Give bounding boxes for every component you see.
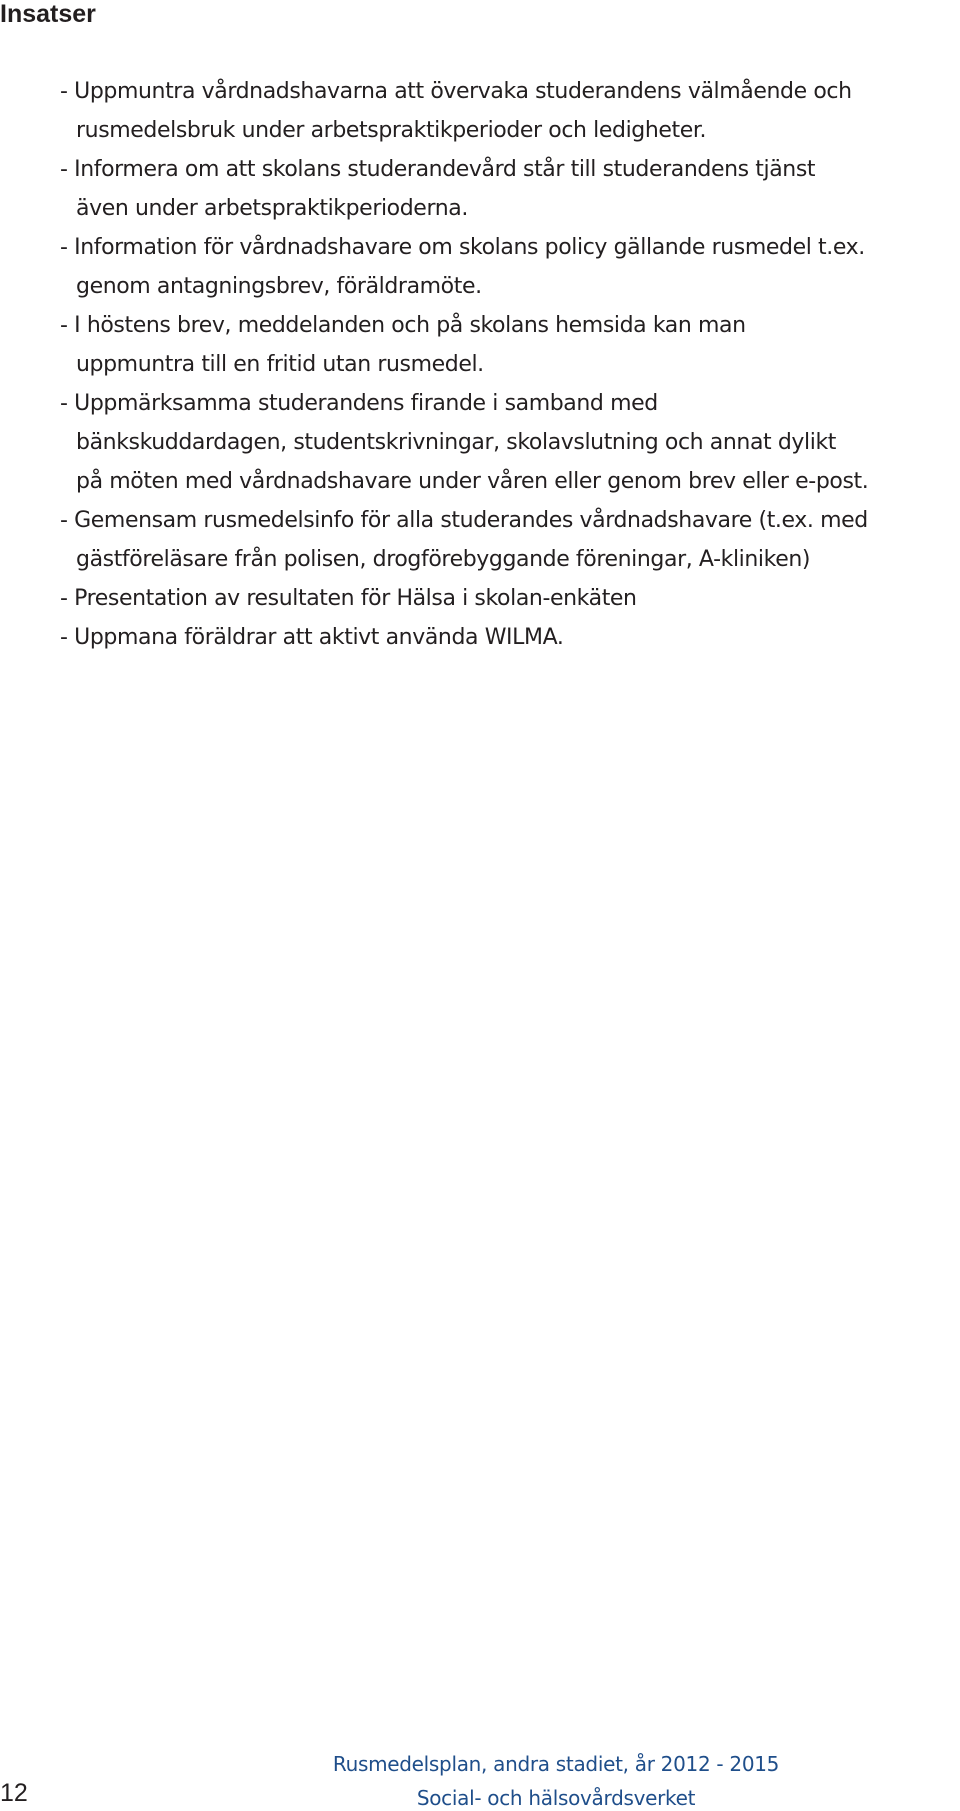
footer-plan-title: Rusmedelsplan, andra stadiet, år 2012 - 2015 bbox=[332, 1752, 780, 1776]
list-item bbox=[60, 501, 955, 579]
list-item-line: - Informera om att skolans studerandevård står till studerandens tjänst bbox=[60, 157, 816, 182]
list-item-line: - Uppmana föräldrar att aktivt använda WILMA. bbox=[60, 625, 564, 650]
page-number: 12 bbox=[0, 1779, 28, 1807]
list-item-continuation: gästföreläsare från polisen, drogförebyggande föreningar, A-kliniken) bbox=[76, 547, 811, 572]
list-item-line: - Information för vårdnadshavare om skolans policy gällande rusmedel t.ex. bbox=[60, 235, 865, 260]
list-item bbox=[60, 72, 955, 150]
list-item bbox=[60, 150, 955, 228]
list-item bbox=[60, 228, 955, 306]
list-item-continuation: rusmedelsbruk under arbetspraktikperioder och ledigheter. bbox=[76, 118, 707, 143]
list-item-continuation: genom antagningsbrev, föräldramöte. bbox=[76, 274, 482, 299]
list-item bbox=[60, 618, 955, 657]
list-item-line: - Presentation av resultaten för Hälsa i skolan-enkäten bbox=[60, 586, 637, 611]
list-item-line: - I höstens brev, meddelanden och på skolans hemsida kan man bbox=[60, 313, 746, 338]
footer-organization: Social- och hälsovårdsverket bbox=[416, 1786, 696, 1810]
section-heading: Insatser bbox=[0, 0, 96, 28]
measures-list bbox=[60, 72, 955, 657]
list-item-continuation: uppmuntra till en fritid utan rusmedel. bbox=[76, 352, 484, 377]
list-item-line: - Uppmuntra vårdnadshavarna att övervaka studerandens välmående och bbox=[60, 79, 852, 104]
list-item bbox=[60, 579, 955, 618]
page-footer bbox=[0, 1750, 960, 1810]
list-item-continuation: även under arbetspraktikperioderna. bbox=[76, 196, 468, 221]
list-item-continuation: bänkskuddardagen, studentskrivningar, skolavslutning och annat dylikt bbox=[76, 430, 837, 455]
list-item bbox=[60, 306, 955, 384]
list-item-line: - Gemensam rusmedelsinfo för alla studerandes vårdnadshavare (t.ex. med bbox=[60, 508, 868, 533]
list-item-continuation: på möten med vårdnadshavare under våren eller genom brev eller e-post. bbox=[76, 469, 869, 494]
list-item bbox=[60, 384, 955, 501]
list-item-line: - Uppmärksamma studerandens firande i samband med bbox=[60, 391, 658, 416]
